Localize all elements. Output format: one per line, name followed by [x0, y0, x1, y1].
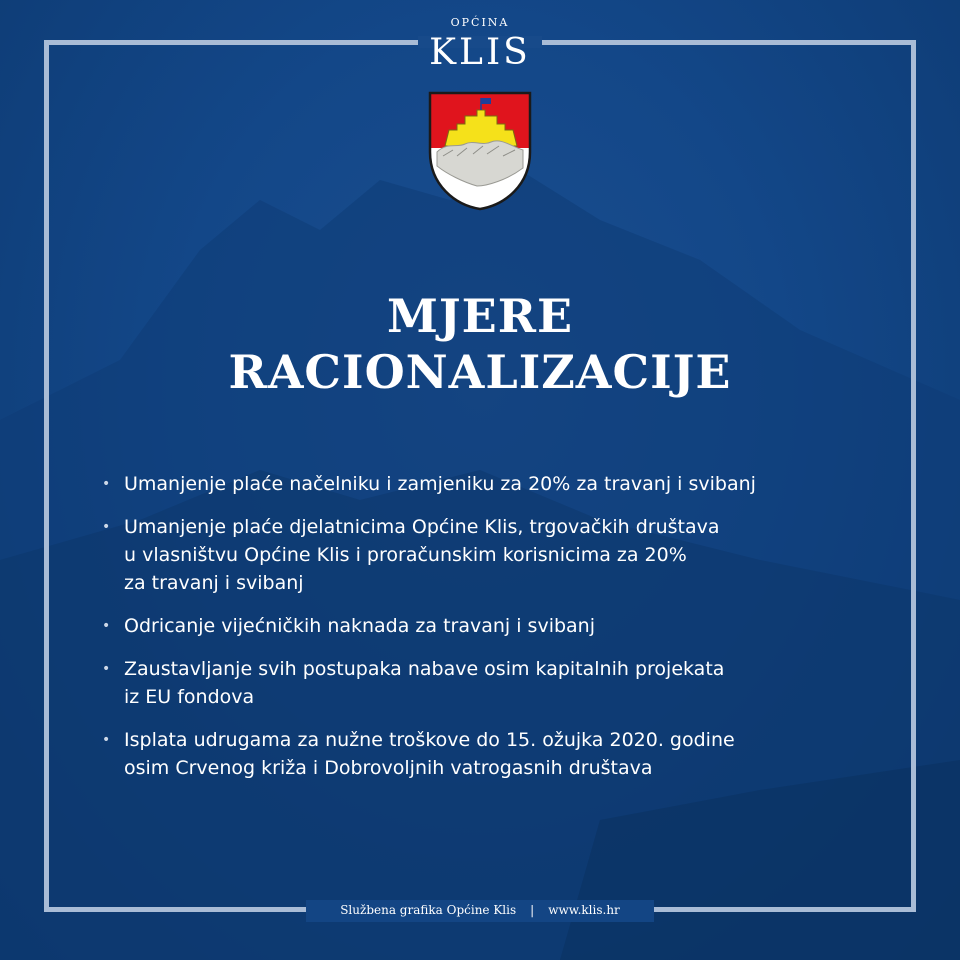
bullet-icon: • — [102, 661, 111, 677]
list-item: • Zaustavljanje svih postupaka nabave osim kapitalnih projekata iz EU fondova — [100, 655, 890, 711]
municipality-name: KLIS — [429, 32, 531, 73]
bullet-icon: • — [102, 476, 111, 492]
list-item: • Umanjenje plaće načelniku i zamjeniku za 20% za travanj i svibanj — [100, 470, 890, 498]
page-title — [0, 288, 960, 400]
header — [410, 0, 550, 80]
title-line-1: MJERE — [386, 289, 574, 343]
title-line-2: RACIONALIZACIJE — [228, 345, 732, 399]
footer-website-link[interactable]: www.klis.hr — [548, 903, 620, 917]
bullet-icon: • — [102, 519, 111, 535]
bullet-icon: • — [102, 732, 111, 748]
list-item: • Odricanje vijećničkih naknada za travanj i svibanj — [100, 612, 890, 640]
list-item: • Umanjenje plaće djelatnicima Općine Klis, trgovačkih društava u vlasništvu Općine Klis i proračunskim korisnicima za 20% za travanj i svibanj — [100, 513, 890, 597]
footer-separator: | — [530, 903, 535, 917]
crest-flag — [481, 98, 491, 104]
footer-credit: Službena grafika Općine Klis — [340, 903, 517, 917]
coat-of-arms-icon — [427, 90, 533, 212]
footer — [306, 903, 654, 917]
municipality-label: OPĆINA — [450, 16, 510, 29]
list-item: • Isplata udrugama za nužne troškove do 15. ožujka 2020. godine osim Crvenog križa i Dobrovoljnih vatrogasnih društava — [100, 726, 890, 782]
bullet-icon: • — [102, 618, 111, 634]
measures-list — [100, 470, 890, 797]
